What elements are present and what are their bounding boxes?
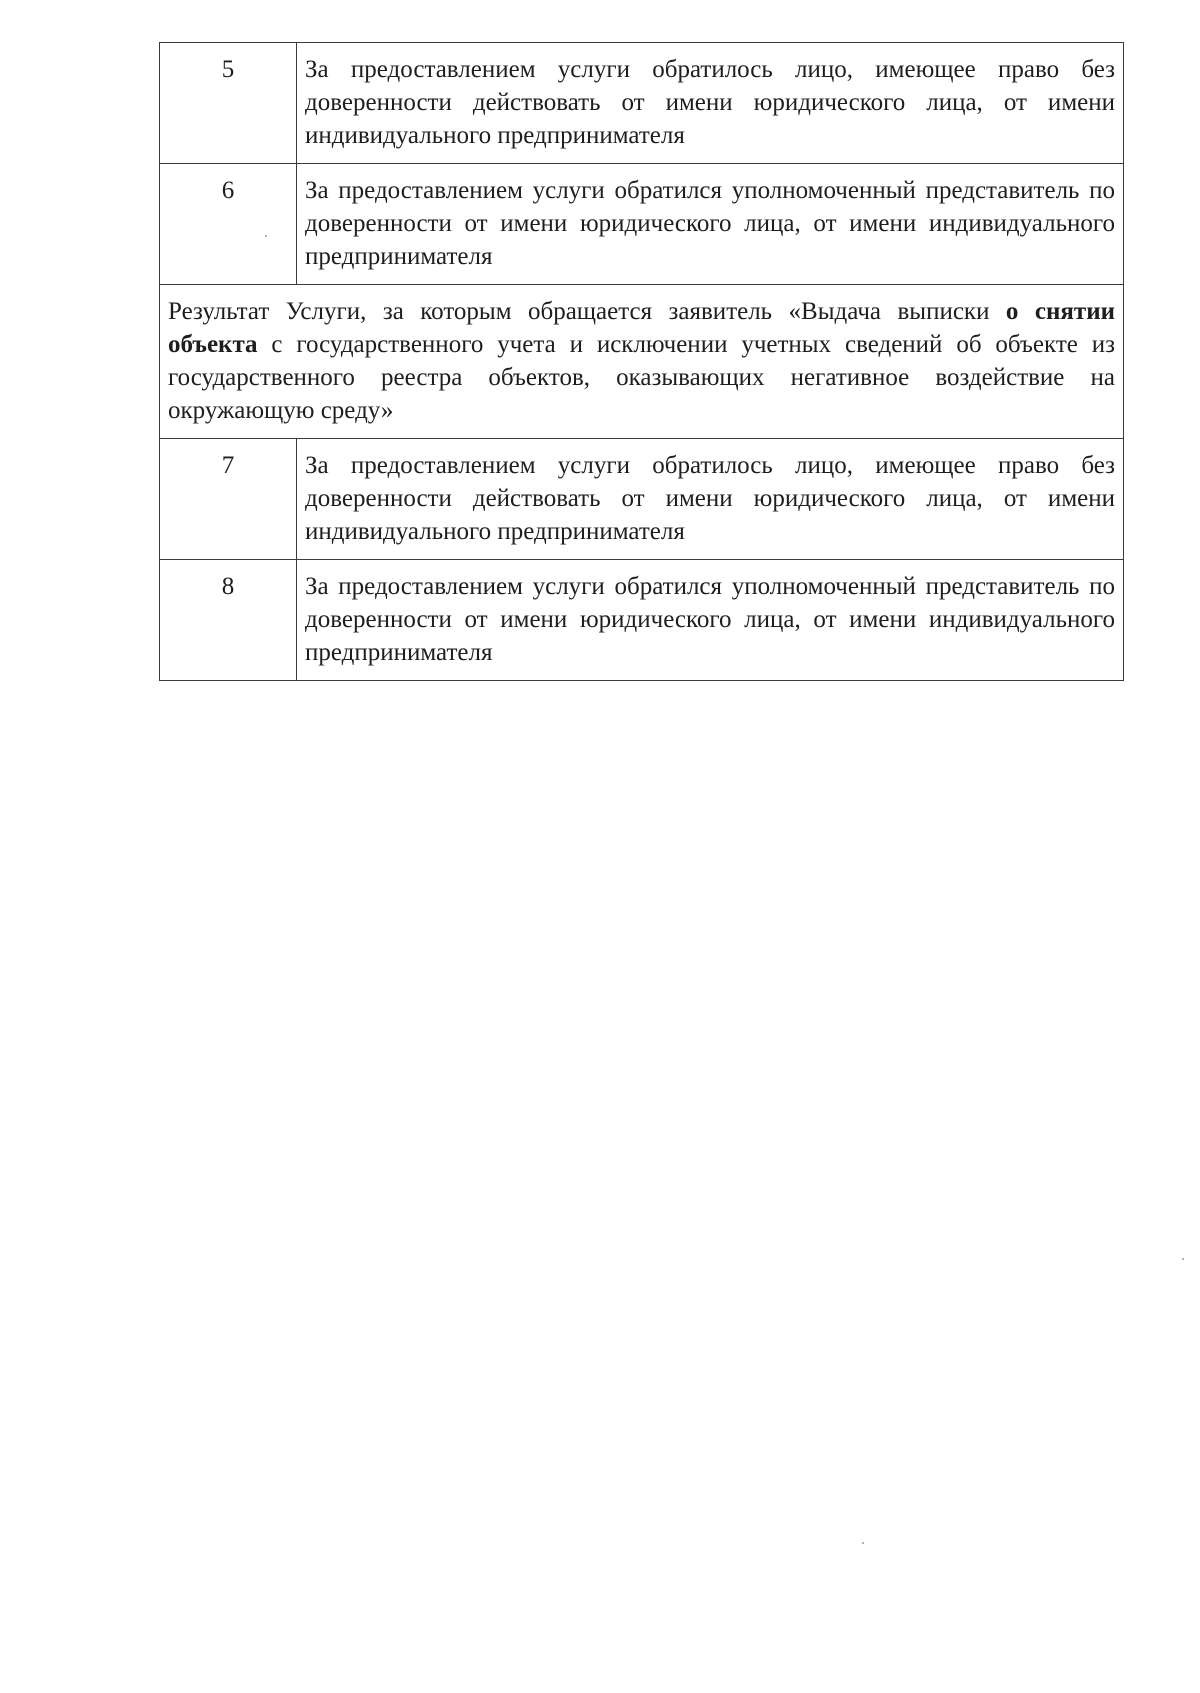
row-text: За предоставлением услуги обратилось лицо, имеющее право без доверенности действовать от имени юридического лица, от имени индивидуального предпринимателя — [297, 43, 1124, 164]
row-number: 5 — [160, 43, 297, 164]
row-number: 6 — [160, 164, 297, 285]
table-row — [160, 164, 1124, 285]
row-number: 7 — [160, 439, 297, 560]
scan-speck — [1182, 1258, 1184, 1260]
section-heading — [160, 285, 1124, 439]
scan-speck — [862, 1542, 864, 1544]
table-row — [160, 43, 1124, 164]
row-number: 8 — [160, 560, 297, 681]
table-row — [160, 439, 1124, 560]
section-text-before: Результат Услуги, за которым обращается заявитель «Выдача выписки — [168, 298, 1006, 325]
services-table — [159, 42, 1124, 681]
section-text-after: с государственного учета и исключении учетных сведений об объекте из государственного реестра объектов, оказывающих негативное воздействие на окружающую среду» — [168, 331, 1115, 424]
row-text: За предоставлением услуги обратился уполномоченный представитель по доверенности от имени юридического лица, от имени индивидуального предпринимателя — [297, 164, 1124, 285]
scan-speck — [265, 235, 267, 237]
row-text: За предоставлением услуги обратилось лицо, имеющее право без доверенности действовать от имени юридического лица, от имени индивидуального предпринимателя — [297, 439, 1124, 560]
section-row — [160, 285, 1124, 439]
section-text-bold: о снятии объекта — [168, 298, 1115, 358]
table-row — [160, 560, 1124, 681]
row-text: За предоставлением услуги обратился уполномоченный представитель по доверенности от имени юридического лица, от имени индивидуального предпринимателя — [297, 560, 1124, 681]
